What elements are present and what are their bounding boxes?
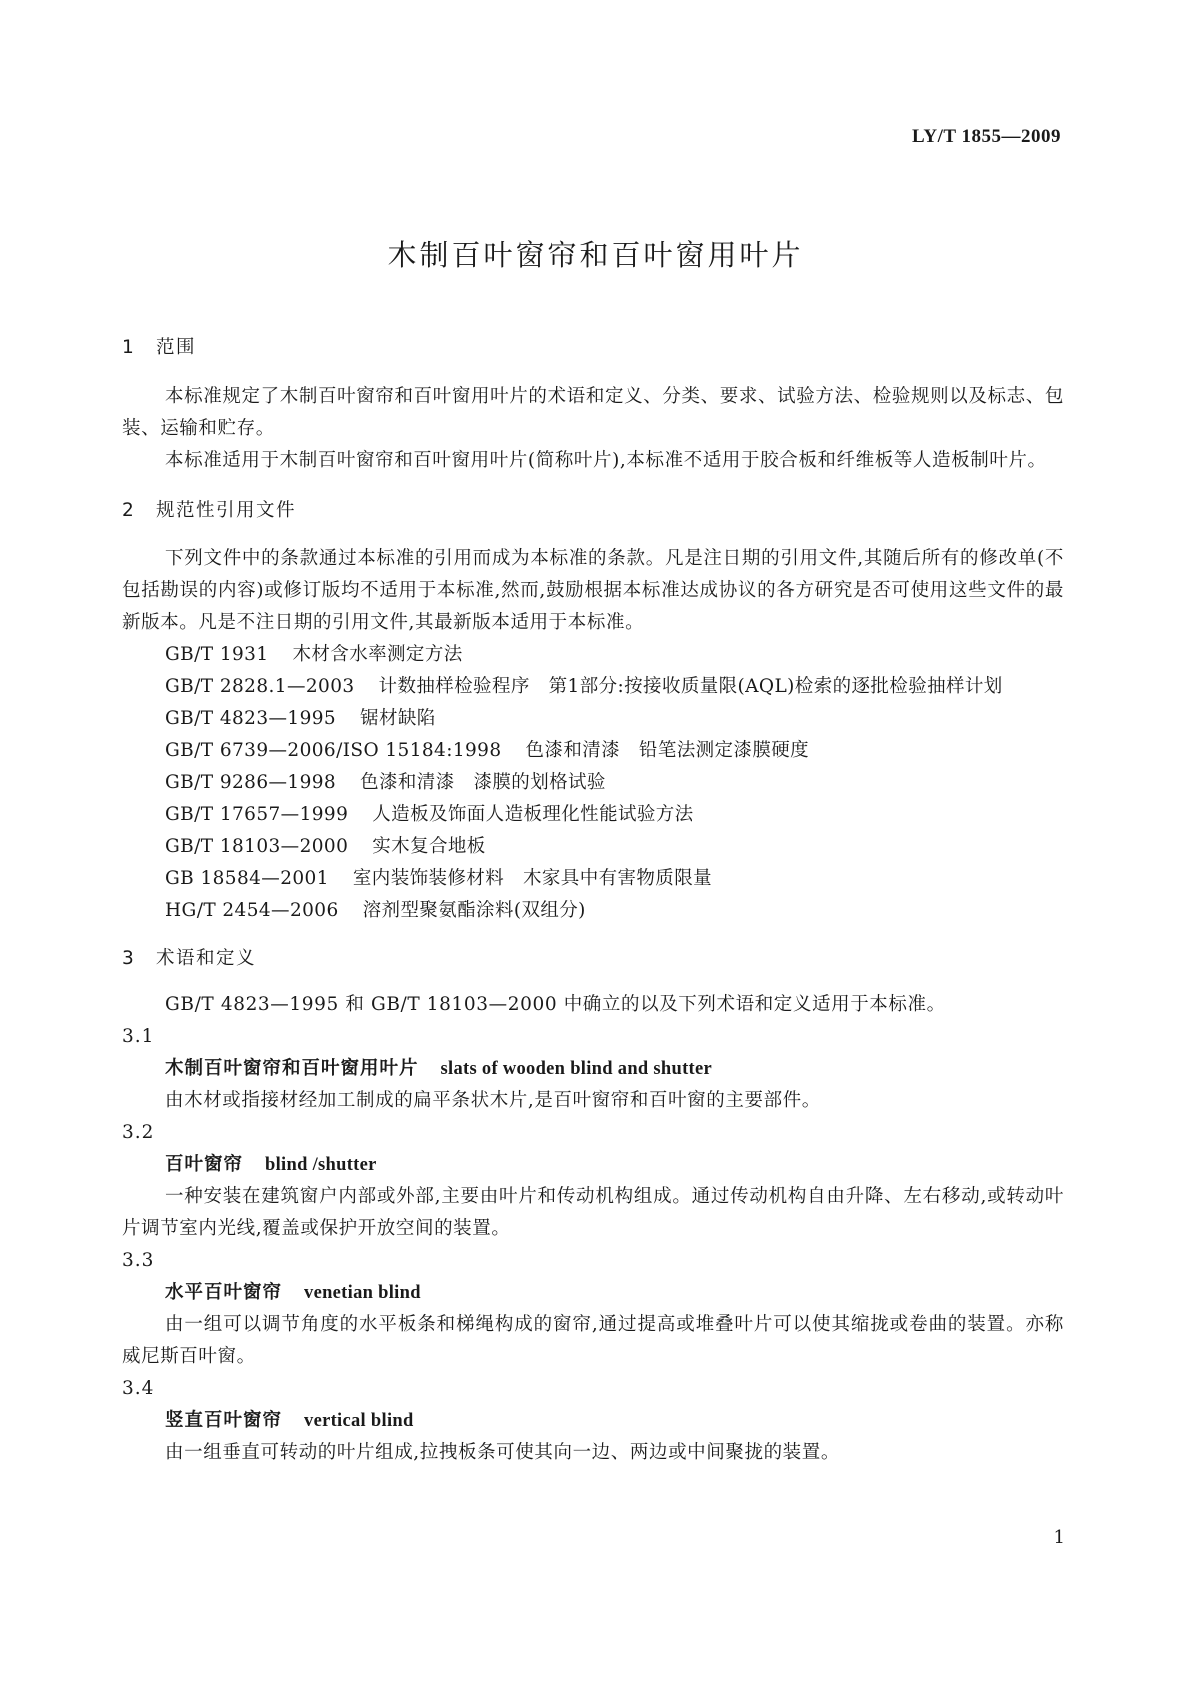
section-heading-normative-references xyxy=(122,499,1064,523)
reference-item xyxy=(122,863,1064,895)
reference-title: 室内装饰装修材料 木家具中有害物质限量 xyxy=(352,868,712,889)
reference-code: GB/T 2828.1—2003 xyxy=(165,676,355,697)
reference-code: HG/T 2454—2006 xyxy=(165,900,339,921)
reference-code: GB/T 9286—1998 xyxy=(165,772,337,793)
standard-code: LY/T 1855—2009 xyxy=(911,126,1061,147)
paragraph: 本标准适用于木制百叶窗帘和百叶窗用叶片(简称叶片),本标准不适用于胶合板和纤维板等人造板制叶片。 xyxy=(165,450,1047,471)
section-title: 术语和定义 xyxy=(156,948,257,969)
section-heading-scope xyxy=(122,336,1064,360)
reference-code: GB/T 6739—2006/ISO 15184:1998 xyxy=(165,740,502,761)
term-heading xyxy=(122,1149,1064,1181)
reference-item xyxy=(122,767,1064,799)
section-title: 范围 xyxy=(156,337,197,358)
term-en: vertical blind xyxy=(304,1411,414,1431)
section-number: 2 xyxy=(122,500,136,521)
term-number: 3.3 xyxy=(122,1250,155,1271)
document-body xyxy=(122,336,1064,1469)
reference-item xyxy=(122,799,1064,831)
reference-title: 实木复合地板 xyxy=(372,836,486,857)
term-number: 3.1 xyxy=(122,1026,155,1047)
reference-title: 锯材缺陷 xyxy=(360,708,436,729)
reference-title: 色漆和清漆 漆膜的划格试验 xyxy=(360,772,606,793)
reference-title: 溶剂型聚氨酯涂料(双组分) xyxy=(362,900,586,921)
reference-title: 色漆和清漆 铅笔法测定漆膜硬度 xyxy=(525,740,810,761)
reference-code: GB/T 4823—1995 xyxy=(165,708,337,729)
document-title: 木制百叶窗帘和百叶窗用叶片 xyxy=(387,238,804,272)
term-definition: 一种安装在建筑窗户内部或外部,主要由叶片和传动机构组成。通过传动机构自由升降、左右移动,或转动叶片调节室内光线,覆盖或保护开放空间的装置。 xyxy=(122,1186,1064,1239)
reference-title: 计数抽样检验程序 第1部分:按接收质量限(AQL)检索的逐批检验抽样计划 xyxy=(378,676,1003,697)
reference-code: GB 18584—2001 xyxy=(165,868,329,889)
reference-item xyxy=(122,639,1064,671)
term-number: 3.2 xyxy=(122,1122,155,1143)
page-number: 1 xyxy=(1053,1527,1065,1548)
term-cn: 竖直百叶窗帘 xyxy=(165,1410,283,1431)
term-cn: 百叶窗帘 xyxy=(165,1154,244,1175)
paragraph: 本标准规定了木制百叶窗帘和百叶窗用叶片的术语和定义、分类、要求、试验方法、检验规则以及标志、包装、运输和贮存。 xyxy=(122,386,1064,439)
section-number: 1 xyxy=(122,337,136,358)
reference-item xyxy=(122,671,1064,703)
term-cn: 木制百叶窗帘和百叶窗用叶片 xyxy=(165,1058,419,1079)
section-number: 3 xyxy=(122,948,136,969)
reference-item xyxy=(122,831,1064,863)
term-en: slats of wooden blind and shutter xyxy=(440,1059,713,1079)
term-definition: 由一组垂直可转动的叶片组成,拉拽板条可使其向一边、两边或中间聚拢的装置。 xyxy=(165,1442,840,1463)
section-heading-terms-definitions xyxy=(122,947,1064,971)
reference-title: 木材含水率测定方法 xyxy=(292,644,463,665)
term-heading xyxy=(122,1053,1064,1085)
term-en: blind /shutter xyxy=(265,1155,377,1175)
paragraph: 下列文件中的条款通过本标准的引用而成为本标准的条款。凡是注日期的引用文件,其随后所有的修改单(不包括勘误的内容)或修订版均不适用于本标准,然而,鼓励根据本标准达成协议的各方研究是否可使用这些文件的最新版本。凡是不注日期的引用文件,其最新版本适用于本标准。 xyxy=(122,548,1064,633)
reference-item xyxy=(122,735,1064,767)
term-cn: 水平百叶窗帘 xyxy=(165,1282,283,1303)
term-definition: 由一组可以调节角度的水平板条和梯绳构成的窗帘,通过提高或堆叠叶片可以使其缩拢或卷曲的装置。亦称威尼斯百叶窗。 xyxy=(122,1314,1064,1367)
section-title: 规范性引用文件 xyxy=(156,500,297,521)
term-number: 3.4 xyxy=(122,1378,155,1399)
term-heading xyxy=(122,1405,1064,1437)
reference-item xyxy=(122,895,1064,927)
term-en: venetian blind xyxy=(304,1283,421,1303)
term-definition: 由木材或指接材经加工制成的扁平条状木片,是百叶窗帘和百叶窗的主要部件。 xyxy=(165,1090,821,1111)
reference-code: GB/T 17657—1999 xyxy=(165,804,349,825)
reference-code: GB/T 18103—2000 xyxy=(165,836,349,857)
reference-title: 人造板及饰面人造板理化性能试验方法 xyxy=(372,804,694,825)
paragraph: GB/T 4823—1995 和 GB/T 18103—2000 中确立的以及下列术语和定义适用于本标准。 xyxy=(165,994,946,1015)
reference-item xyxy=(122,703,1064,735)
reference-code: GB/T 1931 xyxy=(165,644,269,665)
term-heading xyxy=(122,1277,1064,1309)
